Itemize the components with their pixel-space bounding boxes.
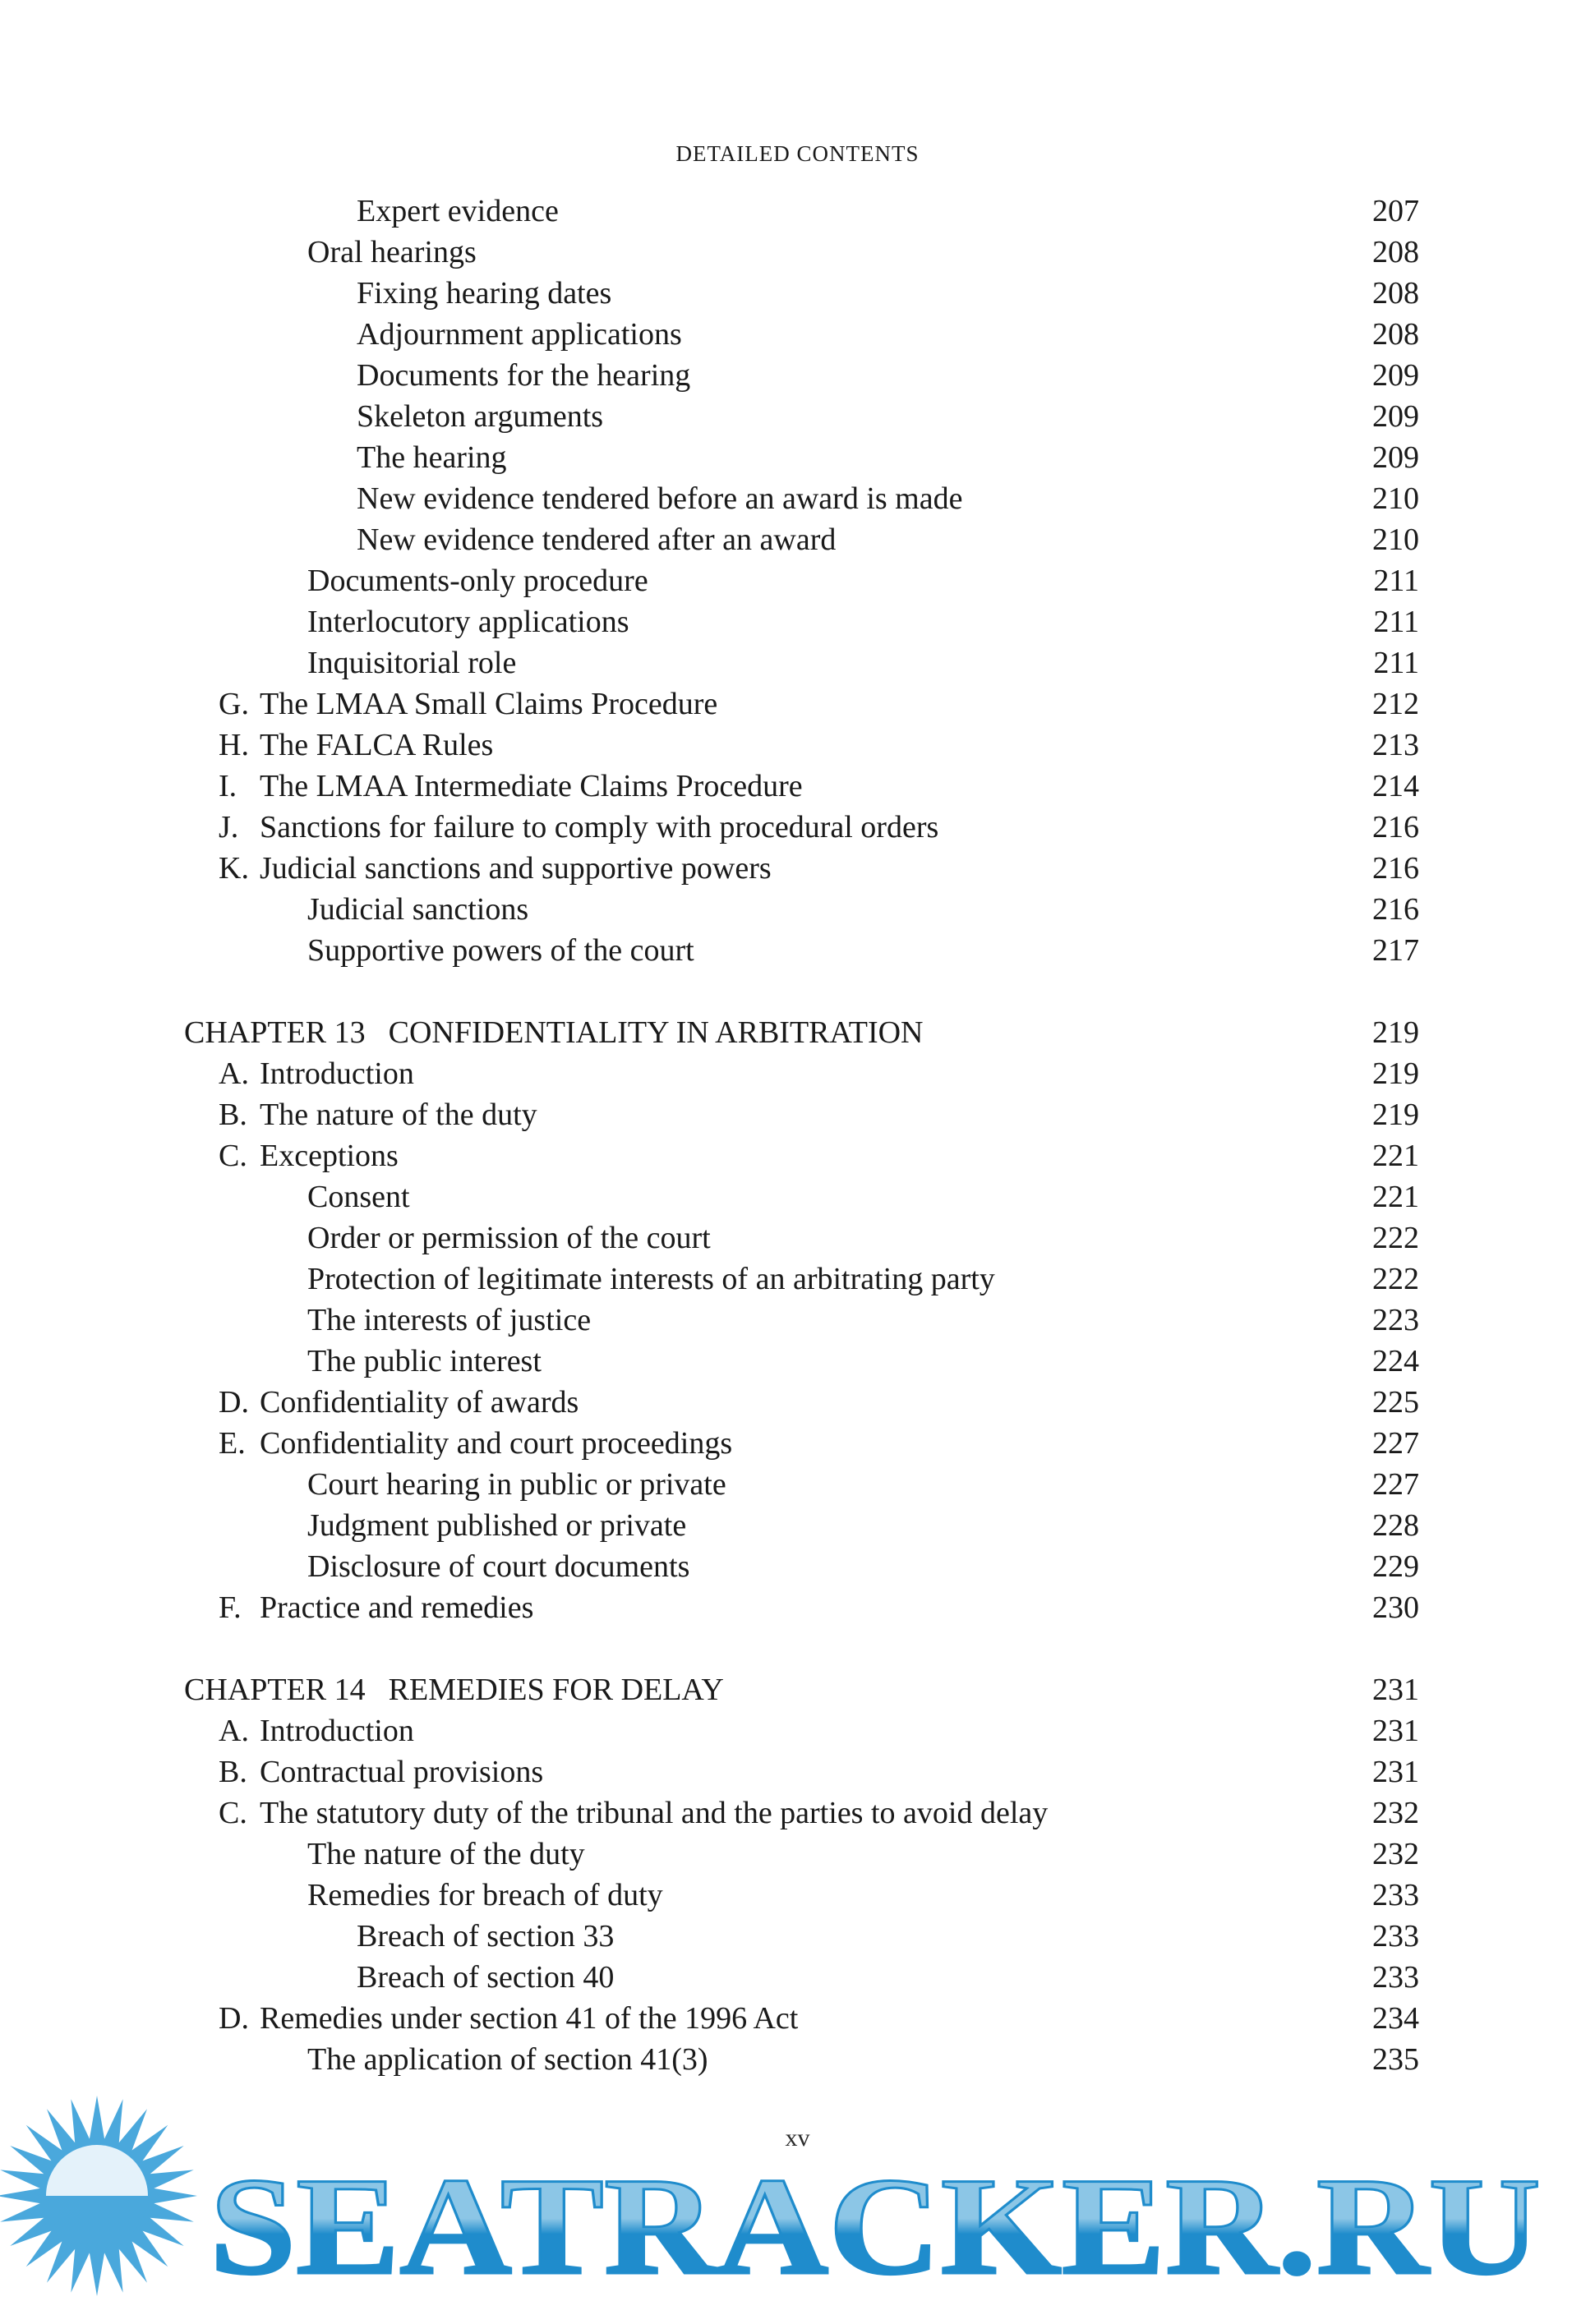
toc-page-number: 219 — [1372, 1015, 1419, 1050]
toc-page-number: 221 — [1372, 1139, 1419, 1173]
toc-entry: New evidence tendered after an award — [357, 522, 837, 557]
toc-page-number: 213 — [1372, 728, 1419, 762]
toc-row — [0, 889, 1595, 930]
toc-page-number: 207 — [1372, 194, 1419, 228]
toc-page-number: 222 — [1372, 1221, 1419, 1255]
toc-chapter-row — [0, 971, 1595, 1053]
section-letter: C. — [219, 1139, 247, 1173]
toc-page-number: 231 — [1372, 1673, 1419, 1707]
toc-entry: Inquisitorial role — [307, 646, 517, 680]
toc-entry: Documents-only procedure — [307, 564, 648, 598]
toc-row — [0, 1341, 1595, 1382]
toc-entry — [219, 807, 938, 848]
toc-row — [0, 1916, 1595, 1957]
toc-entry — [219, 1710, 414, 1751]
toc-page-number: 233 — [1372, 1919, 1419, 1954]
toc-page-number: 208 — [1372, 317, 1419, 352]
toc-entry: Judgment published or private — [307, 1508, 687, 1543]
toc-row — [0, 1094, 1595, 1135]
toc-row — [0, 1382, 1595, 1423]
section-letter: I. — [219, 769, 237, 803]
toc-entry: New evidence tendered before an award is made — [357, 481, 963, 516]
toc-row — [0, 1176, 1595, 1217]
toc-page-number: 221 — [1372, 1180, 1419, 1214]
watermark — [0, 2091, 1595, 2324]
toc-entry: Adjournment applications — [357, 317, 682, 352]
section-letter: A. — [219, 1056, 249, 1091]
toc-entry: Interlocutory applications — [307, 605, 629, 639]
toc-row — [0, 766, 1595, 807]
section-letter: B. — [219, 1755, 247, 1789]
toc-entry: Order or permission of the court — [307, 1221, 711, 1255]
toc-entry: The hearing — [357, 440, 507, 475]
section-title: The statutory duty of the tribunal and the parties to avoid delay — [260, 1796, 1049, 1830]
toc-row — [0, 560, 1595, 601]
toc-row — [0, 642, 1595, 683]
toc-page-number: 227 — [1372, 1467, 1419, 1502]
toc-page-number: 224 — [1372, 1344, 1419, 1378]
toc-page-number: 216 — [1372, 810, 1419, 844]
toc-row — [0, 396, 1595, 437]
toc-entry — [184, 1669, 724, 1710]
chapter-title: REMEDIES FOR DELAY — [388, 1673, 724, 1707]
toc-page-number: 208 — [1372, 235, 1419, 269]
toc-row — [0, 848, 1595, 889]
toc-row — [0, 683, 1595, 725]
toc-entry — [219, 1587, 533, 1628]
toc-page-number: 212 — [1372, 687, 1419, 721]
toc-entry: Expert evidence — [357, 194, 559, 228]
toc-entry — [219, 1423, 732, 1464]
toc-page-number: 223 — [1372, 1303, 1419, 1337]
section-title: Exceptions — [260, 1139, 399, 1173]
toc-page-number: 229 — [1372, 1549, 1419, 1584]
sun-logo-icon — [0, 2096, 197, 2296]
toc-page-number: 211 — [1373, 564, 1419, 598]
section-title: The nature of the duty — [260, 1098, 537, 1132]
toc-row — [0, 2039, 1595, 2080]
section-title: Sanctions for failure to comply with procedural orders — [260, 810, 939, 844]
toc-row — [0, 1751, 1595, 1792]
toc-row — [0, 1546, 1595, 1587]
section-letter: D. — [219, 1385, 249, 1420]
toc-row — [0, 478, 1595, 519]
toc-page-number: 216 — [1372, 851, 1419, 886]
toc-row — [0, 437, 1595, 478]
toc-entry: Fixing hearing dates — [357, 276, 612, 311]
toc-row — [0, 1834, 1595, 1875]
toc-entry — [219, 1094, 537, 1135]
toc-row — [0, 355, 1595, 396]
toc-page-number: 233 — [1372, 1960, 1419, 1995]
toc-entry: Supportive powers of the court — [307, 933, 694, 968]
toc-page-number: 228 — [1372, 1508, 1419, 1543]
watermark-text: SEATRACKER.RU — [210, 2149, 1542, 2303]
section-title: Introduction — [260, 1714, 414, 1748]
toc-row — [0, 1300, 1595, 1341]
section-title: The LMAA Small Claims Procedure — [260, 687, 718, 721]
toc-page-number: 217 — [1372, 933, 1419, 968]
section-title: Confidentiality and court proceedings — [260, 1426, 733, 1461]
section-letter: E. — [219, 1426, 246, 1461]
toc-row — [0, 1217, 1595, 1259]
toc-entry: Breach of section 33 — [357, 1919, 615, 1954]
chapter-label: CHAPTER 13 — [184, 1015, 366, 1050]
section-letter: B. — [219, 1098, 247, 1132]
toc-entry — [219, 848, 772, 889]
section-title: Judicial sanctions and supportive powers — [260, 851, 772, 886]
toc-entry: Court hearing in public or private — [307, 1467, 726, 1502]
section-title: Practice and remedies — [260, 1590, 534, 1625]
toc-row — [0, 1259, 1595, 1300]
toc-row — [0, 807, 1595, 848]
toc-row — [0, 601, 1595, 642]
toc-entry: Skeleton arguments — [357, 399, 604, 434]
toc-entry: Documents for the hearing — [357, 358, 691, 393]
section-letter: H. — [219, 728, 249, 762]
running-head: DETAILED CONTENTS — [675, 141, 920, 166]
toc-entry — [219, 1382, 579, 1423]
toc-row — [0, 232, 1595, 273]
toc-page-number: 219 — [1372, 1098, 1419, 1132]
toc-entry: The nature of the duty — [307, 1837, 585, 1871]
toc-row — [0, 1710, 1595, 1751]
toc-row — [0, 1998, 1595, 2039]
section-letter: K. — [219, 851, 249, 886]
toc-entry — [219, 1792, 1048, 1834]
toc-entry: Breach of section 40 — [357, 1960, 615, 1995]
toc-page-number: 208 — [1372, 276, 1419, 311]
chapter-label: CHAPTER 14 — [184, 1673, 366, 1707]
toc-row — [0, 1505, 1595, 1546]
toc-entry: Protection of legitimate interests of an arbitrating party — [307, 1262, 995, 1296]
toc-page-number: 232 — [1372, 1837, 1419, 1871]
toc-entry: Remedies for breach of duty — [307, 1878, 663, 1912]
section-letter: G. — [219, 687, 249, 721]
toc-row — [0, 930, 1595, 971]
toc-page-number: 227 — [1372, 1426, 1419, 1461]
section-title: Confidentiality of awards — [260, 1385, 579, 1420]
toc-row — [0, 1464, 1595, 1505]
toc-page-number: 219 — [1372, 1056, 1419, 1091]
toc-entry: Consent — [307, 1180, 410, 1214]
toc-entry: The interests of justice — [307, 1303, 592, 1337]
toc-row — [0, 1423, 1595, 1464]
toc-row — [0, 273, 1595, 314]
toc-page-number: 211 — [1373, 646, 1419, 680]
toc-row — [0, 519, 1595, 560]
toc-row — [0, 1053, 1595, 1094]
toc-entry — [184, 1012, 924, 1053]
section-letter: C. — [219, 1796, 247, 1830]
toc-entry: The public interest — [307, 1344, 542, 1378]
toc-page-number: 222 — [1372, 1262, 1419, 1296]
toc-entry — [219, 766, 803, 807]
section-letter: A. — [219, 1714, 249, 1748]
section-letter: J. — [219, 810, 239, 844]
section-title: Contractual provisions — [260, 1755, 544, 1789]
toc-page-number: 235 — [1372, 2042, 1419, 2077]
toc-row — [0, 1792, 1595, 1834]
toc-entry — [219, 683, 717, 725]
toc-row — [0, 1875, 1595, 1916]
section-title: Introduction — [260, 1056, 414, 1091]
toc-page-number: 210 — [1372, 481, 1419, 516]
toc-entry: Judicial sanctions — [307, 892, 529, 927]
toc-row — [0, 1135, 1595, 1176]
toc-row — [0, 314, 1595, 355]
toc-row — [0, 191, 1595, 232]
toc-page-number: 233 — [1372, 1878, 1419, 1912]
toc-chapter-row — [0, 1628, 1595, 1710]
page-number: xv — [785, 2124, 810, 2151]
toc-entry — [219, 1053, 414, 1094]
toc-row — [0, 1587, 1595, 1628]
section-title: The LMAA Intermediate Claims Procedure — [260, 769, 803, 803]
toc-page-number: 230 — [1372, 1590, 1419, 1625]
toc-page-number: 216 — [1372, 892, 1419, 927]
section-letter: F. — [219, 1590, 242, 1625]
toc-entry: The application of section 41(3) — [307, 2042, 708, 2077]
toc-page-number: 209 — [1372, 440, 1419, 475]
toc-row — [0, 725, 1595, 766]
toc-entry — [219, 1135, 399, 1176]
toc-row — [0, 1957, 1595, 1998]
toc-entry: Disclosure of court documents — [307, 1549, 690, 1584]
section-letter: D. — [219, 2001, 249, 2036]
toc-page-number: 209 — [1372, 399, 1419, 434]
table-of-contents — [0, 191, 1595, 2080]
toc-page-number: 231 — [1372, 1714, 1419, 1748]
toc-page-number: 232 — [1372, 1796, 1419, 1830]
section-title: The FALCA Rules — [260, 728, 494, 762]
toc-page-number: 225 — [1372, 1385, 1419, 1420]
toc-entry — [219, 725, 493, 766]
toc-entry — [219, 1998, 798, 2039]
toc-page-number: 211 — [1373, 605, 1419, 639]
toc-page-number: 210 — [1372, 522, 1419, 557]
section-title: Remedies under section 41 of the 1996 Act — [260, 2001, 799, 2036]
toc-page-number: 209 — [1372, 358, 1419, 393]
toc-entry — [219, 1751, 543, 1792]
toc-page-number: 214 — [1372, 769, 1419, 803]
toc-page-number: 234 — [1372, 2001, 1419, 2036]
chapter-title: CONFIDENTIALITY IN ARBITRATION — [388, 1015, 924, 1050]
toc-page-number: 231 — [1372, 1755, 1419, 1789]
toc-entry: Oral hearings — [307, 235, 477, 269]
